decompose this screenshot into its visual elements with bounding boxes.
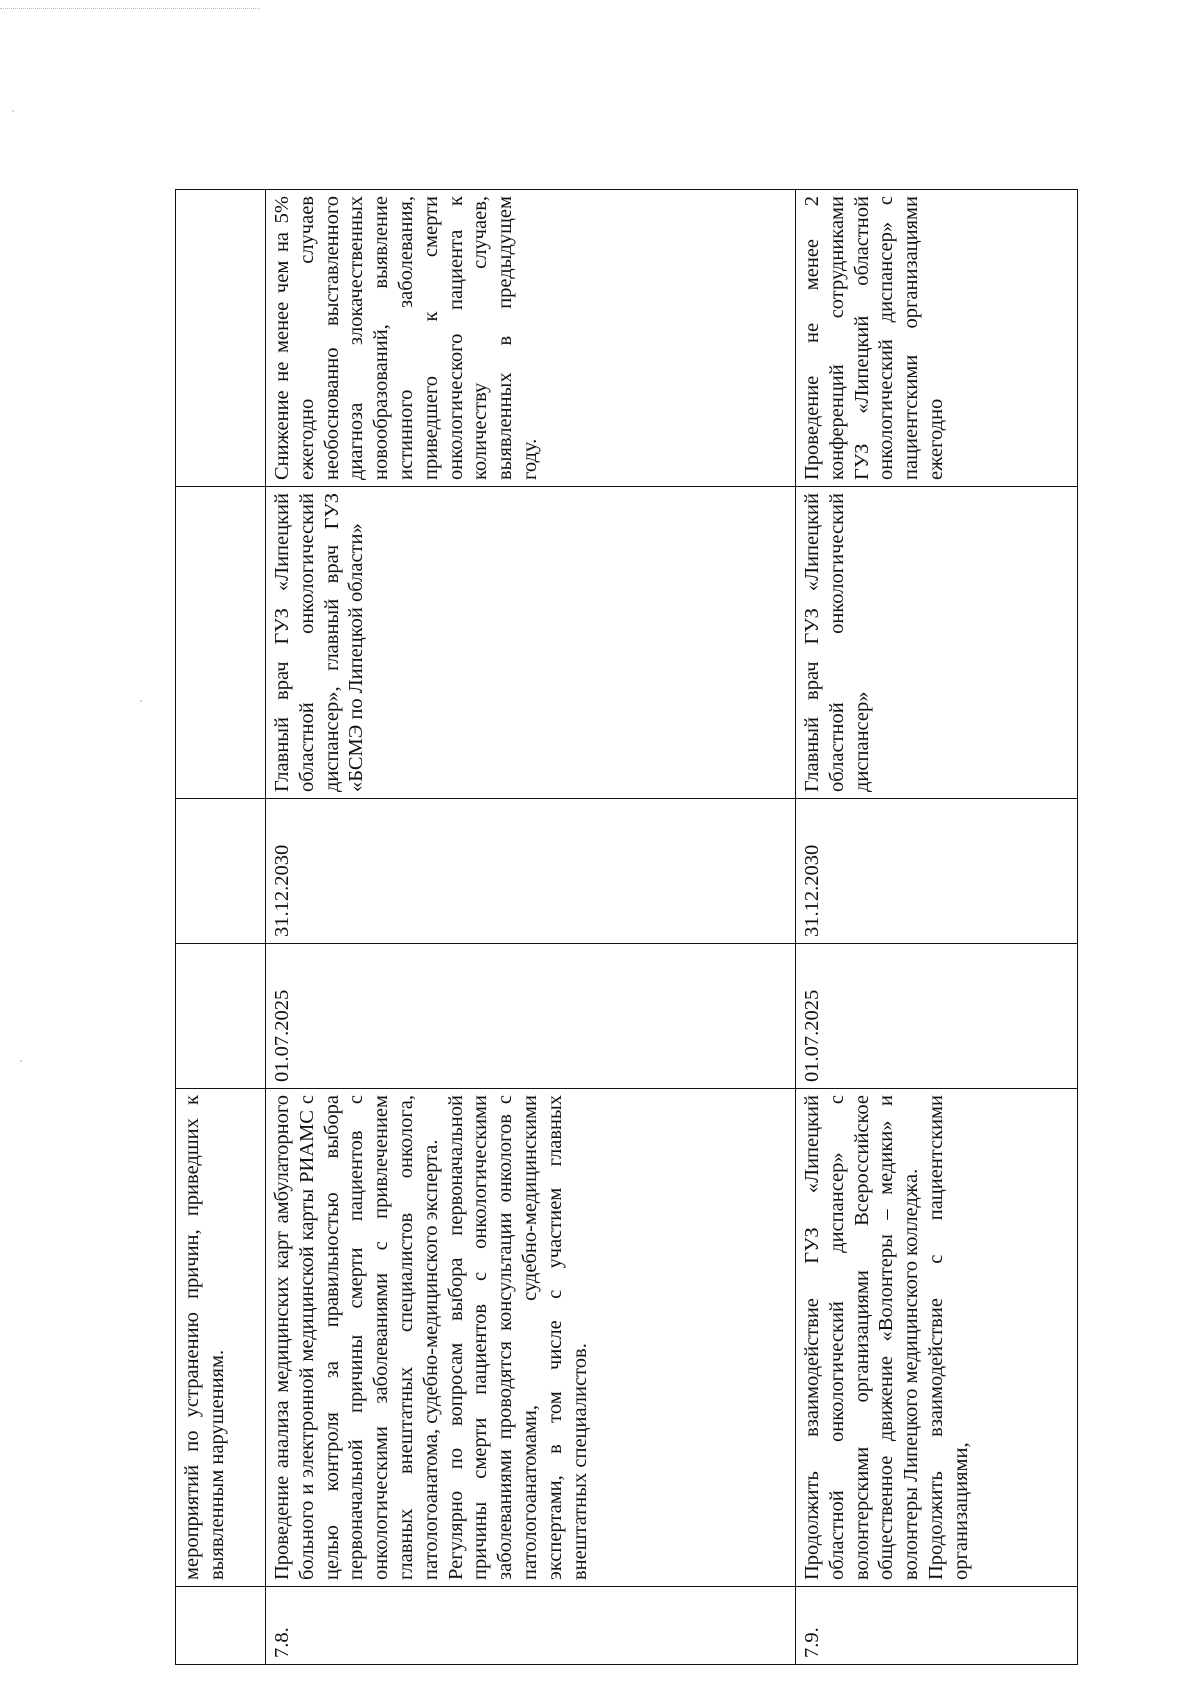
responsible-cell: [176, 487, 266, 799]
measure-paragraph: Продолжить взаимодействие ГУЗ «Липецкий областной онкологический диспансер» с волонтерскими организациями Всероссийское общественное движение «Волонтеры – медики» и волонтеры Липецкого медицинского колледжа.: [801, 1095, 923, 1580]
table-row-7-8: [266, 190, 796, 1665]
measure-cell: [796, 1089, 1078, 1587]
measure-paragraph: Продолжить взаимодействие с пациентскими организациями,: [924, 1095, 972, 1580]
measures-table: [175, 189, 1078, 1665]
start-date-cell: 01.07.2025: [796, 944, 1078, 1089]
rotated-page-content: [175, 190, 1077, 1665]
scan-artifact-line: [0, 8, 260, 10]
scan-artifact-dot: [20, 1060, 22, 1062]
start-date-cell: [176, 944, 266, 1089]
row-number-cell: 7.9.: [796, 1587, 1078, 1665]
start-date-cell: 01.07.2025: [266, 944, 796, 1089]
row-number-cell: [176, 1587, 266, 1665]
table-row-continuation: [176, 190, 266, 1665]
measure-paragraph: Проведение анализа медицинских карт амбулаторного больного и электронной медицинской карты РИАМС с целью контроля за правильностью выбора первоначальной причины смерти пациентов с онкологическими заболеваниями с привлечением главных внештатных специалистов онколога, патологоанатома, судебно-медицинского эксперта.: [271, 1095, 442, 1580]
scan-artifact-dot: [12, 110, 14, 112]
scan-artifact-dot: [140, 700, 142, 702]
end-date-cell: 31.12.2030: [266, 799, 796, 944]
measure-paragraph: Регулярно по вопросам выбора первоначальной причины смерти пациентов с онкологическими заболеваниями проводятся консультации онкологов с патологоанатомами, судебно-медицинскими экспертами, в том числе с участием главных внештатных специалистов.: [444, 1095, 591, 1580]
end-date-cell: [176, 799, 266, 944]
measure-cell: [266, 1089, 796, 1587]
measure-cell: мероприятий по устранению причин, приведших к выявленным нарушениям.: [176, 1089, 266, 1587]
end-date-cell: 31.12.2030: [796, 799, 1078, 944]
result-cell: [176, 190, 266, 487]
responsible-cell: Главный врач ГУЗ «Липецкий областной онкологический диспансер»: [796, 487, 1078, 799]
table-row-7-9: [796, 190, 1078, 1665]
row-number-cell: 7.8.: [266, 1587, 796, 1665]
responsible-cell: Главный врач ГУЗ «Липецкий областной онкологический диспансер», главный врач ГУЗ «БСМЭ по Липецкой области»: [266, 487, 796, 799]
result-cell: Проведение не менее 2 конференций сотрудниками ГУЗ «Липецкий областной онкологический диспансер» с пациентскими организациями ежегодно: [796, 190, 1078, 487]
result-cell: Снижение не менее чем на 5% ежегодно случаев необоснованно выставленного диагноза злокачественных новообразований, выявление истинного заболевания, приведшего к смерти онкологического пациента к количеству случаев, выявленных в предыдущем году.: [266, 190, 796, 487]
